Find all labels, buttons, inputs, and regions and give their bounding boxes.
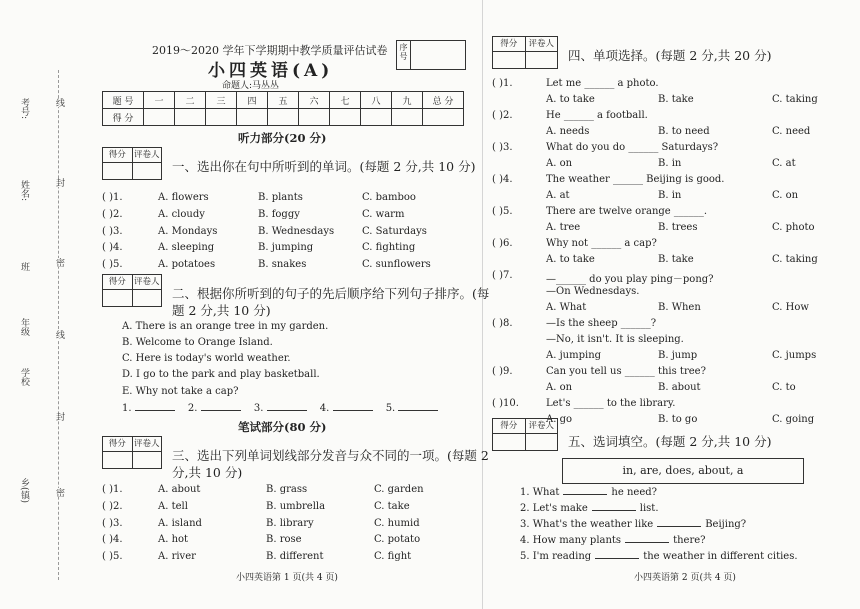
score-cell: 九 xyxy=(392,92,423,109)
page-fold xyxy=(482,0,483,609)
answer-num: 5. xyxy=(385,403,396,414)
fill-blank-pre: 2. Let's make xyxy=(520,503,588,514)
option-a[interactable]: A. tell xyxy=(158,501,188,512)
side-mark-xian-1: 线 xyxy=(54,98,64,107)
option-c[interactable]: C. bamboo xyxy=(362,192,416,203)
option-a[interactable]: A. river xyxy=(158,551,196,562)
question-number[interactable]: ( )1. xyxy=(102,484,123,495)
question-number[interactable]: ( )2. xyxy=(102,501,123,512)
fill-blank-pre: 1. What xyxy=(520,487,560,498)
option-c[interactable]: C. Saturdays xyxy=(362,226,427,237)
side-mark-xian-2: 线 xyxy=(54,330,64,339)
fill-blank-input[interactable] xyxy=(657,526,701,527)
score-cell: 六 xyxy=(299,92,330,109)
question-text: Can you tell us ______ this tree? xyxy=(546,366,706,377)
section-3-title-line2: 分,共 10 分) xyxy=(172,465,243,480)
question-number[interactable]: ( )7. xyxy=(492,270,513,281)
option-a[interactable]: A. on xyxy=(546,382,573,393)
option-b[interactable]: B. snakes xyxy=(258,259,307,270)
question-number[interactable]: ( )3. xyxy=(492,142,513,153)
option-b[interactable]: B. different xyxy=(266,551,324,562)
grade-box-score-cell[interactable] xyxy=(103,452,133,468)
grade-box-grader-cell[interactable] xyxy=(133,452,162,468)
option-c[interactable]: C. fight xyxy=(374,551,412,562)
option-b[interactable]: B. library xyxy=(266,518,314,529)
grade-box-score-cell[interactable] xyxy=(493,434,526,450)
grade-box-score-label: 得分 xyxy=(493,37,526,51)
option-b[interactable]: B. jumping xyxy=(258,242,314,253)
side-label-xingming: 姓名: xyxy=(19,180,29,202)
score-input-cell[interactable] xyxy=(361,109,392,126)
score-cell: 二 xyxy=(175,92,206,109)
grade-box-grader-cell[interactable] xyxy=(526,434,558,450)
score-cell: 题 号 xyxy=(103,92,144,109)
fill-blank-item xyxy=(520,503,659,514)
question-number[interactable]: ( )1. xyxy=(492,78,513,89)
option-b[interactable]: B. in xyxy=(658,158,682,169)
option-a[interactable]: A. sleeping xyxy=(158,242,215,253)
option-b[interactable]: B. umbrella xyxy=(266,501,326,512)
grade-box-score-label: 得分 xyxy=(103,437,133,451)
score-input-cell[interactable] xyxy=(144,109,175,126)
question-number[interactable]: ( )5. xyxy=(102,551,123,562)
side-label-ban: 班 xyxy=(19,262,29,271)
word-bank: in, are, does, about, a xyxy=(562,458,804,484)
score-input-cell[interactable] xyxy=(299,109,330,126)
option-b[interactable]: B. in xyxy=(658,190,682,201)
grade-box-3 xyxy=(102,436,162,469)
option-b[interactable]: B. trees xyxy=(658,222,698,233)
fill-blank-item xyxy=(520,487,657,498)
question-number[interactable]: ( )8. xyxy=(492,318,513,329)
question-text: He ______ a football. xyxy=(546,110,648,121)
question-number[interactable]: ( )10. xyxy=(492,398,519,409)
answer-num: 3. xyxy=(253,403,264,414)
answer-blank[interactable] xyxy=(398,410,438,411)
score-input-cell[interactable] xyxy=(237,109,268,126)
section-2-title-line2: 题 2 分,共 10 分) xyxy=(172,303,271,318)
option-a[interactable]: A. tree xyxy=(546,222,581,233)
side-label-kaohao: 考号: xyxy=(19,98,29,120)
side-mark-feng-2: 封 xyxy=(54,412,64,421)
grade-box-grader-label: 评卷人 xyxy=(133,150,160,160)
grade-box-5 xyxy=(492,418,558,451)
option-b[interactable]: B. take xyxy=(658,94,694,105)
sentence-e: E. Why not take a cap? xyxy=(122,386,239,397)
question-text: What do you do ______ Saturdays? xyxy=(546,142,719,153)
sentence-b: B. Welcome to Orange Island. xyxy=(122,337,273,348)
section-1-title: 一、选出你在句中所听到的单词。(每题 2 分,共 10 分) xyxy=(172,159,476,174)
option-b[interactable]: B. grass xyxy=(266,484,308,495)
score-cell: 八 xyxy=(361,92,392,109)
binding-line xyxy=(58,70,59,580)
grade-box-4 xyxy=(492,36,558,69)
question-number[interactable]: ( )4. xyxy=(492,174,513,185)
grade-box-score-cell[interactable] xyxy=(493,52,526,68)
question-number[interactable]: ( )4. xyxy=(102,242,123,253)
option-b[interactable]: B. to need xyxy=(658,126,710,137)
section-3-title-line1: 三、选出下列单词划线部分发音与众不同的一项。(每题 2 xyxy=(172,448,489,463)
answer-num: 4. xyxy=(319,403,330,414)
fill-blank-item xyxy=(520,535,706,546)
subject-title: 小四英语(A) xyxy=(208,61,334,81)
grade-box-grader-label: 评卷人 xyxy=(528,39,554,49)
option-c[interactable]: C. jumps xyxy=(772,350,817,361)
option-c[interactable]: C. at xyxy=(772,158,796,169)
option-c[interactable]: C. sunflowers xyxy=(362,259,431,270)
option-a[interactable]: A. go xyxy=(546,414,573,425)
option-a[interactable]: A. potatoes xyxy=(158,259,216,270)
question-text: —______ do you play ping－pong? xyxy=(546,274,714,285)
score-input-cell[interactable] xyxy=(392,109,423,126)
grade-box-2 xyxy=(102,274,162,307)
option-c[interactable]: C. taking xyxy=(772,254,818,265)
fill-blank-post: he need? xyxy=(611,487,657,498)
answer-blank[interactable] xyxy=(333,410,373,411)
order-answers xyxy=(122,403,438,414)
exam-title: 2019～2020 学年下学期期中教学质量评估试卷 xyxy=(152,44,388,57)
side-mark-mi-2: 密 xyxy=(54,488,64,497)
option-b[interactable]: B. Wednesdays xyxy=(258,226,335,237)
option-b[interactable]: B. take xyxy=(658,254,694,265)
fill-blank-pre: 5. I'm reading xyxy=(520,551,592,562)
answer-num: 2. xyxy=(187,403,198,414)
question-number[interactable]: ( )5. xyxy=(102,259,123,270)
option-c[interactable]: C. potato xyxy=(374,534,421,545)
listening-part-title: 听力部分(20 分) xyxy=(238,131,327,145)
option-a[interactable]: A. What xyxy=(546,302,587,313)
fill-blank-pre: 3. What's the weather like xyxy=(520,519,654,530)
option-a[interactable]: A. flowers xyxy=(158,192,209,203)
fill-blank-input[interactable] xyxy=(625,542,669,543)
option-c[interactable]: C. How xyxy=(772,302,809,313)
option-b[interactable]: B. jump xyxy=(658,350,698,361)
option-a[interactable]: A. jumping xyxy=(546,350,602,361)
fill-blank-post: there? xyxy=(673,535,706,546)
score-input-cell[interactable] xyxy=(330,109,361,126)
question-number[interactable]: ( )2. xyxy=(492,110,513,121)
question-text-line2: —On Wednesdays. xyxy=(546,286,640,297)
option-a[interactable]: A. Mondays xyxy=(158,226,218,237)
score-row-label: 得 分 xyxy=(103,109,144,126)
side-mark-feng-1: 封 xyxy=(54,178,64,187)
grade-box-grader-label: 评卷人 xyxy=(133,277,160,287)
option-c[interactable]: C. fighting xyxy=(362,242,416,253)
option-a[interactable]: A. needs xyxy=(546,126,590,137)
question-text: The weather ______ Beijing is good. xyxy=(546,174,725,185)
side-label-nianji: 年级 xyxy=(19,318,29,336)
option-b[interactable]: B. foggy xyxy=(258,209,300,220)
seat-number-label: 序号 xyxy=(397,41,411,69)
score-table xyxy=(102,91,464,126)
option-a[interactable]: A. hot xyxy=(158,534,189,545)
question-number[interactable]: ( )3. xyxy=(102,518,123,529)
score-input-cell[interactable] xyxy=(206,109,237,126)
side-mark-mi-1: 密 xyxy=(54,258,64,267)
option-b[interactable]: B. plants xyxy=(258,192,303,203)
option-b[interactable]: B. rose xyxy=(266,534,302,545)
question-text-line2: —No, it isn't. It is sleeping. xyxy=(546,334,684,345)
question-text: Let me ______ a photo. xyxy=(546,78,659,89)
grade-box-grader-cell[interactable] xyxy=(526,52,558,68)
grade-box-score-cell[interactable] xyxy=(103,290,133,306)
grade-box-score-label: 得分 xyxy=(103,275,133,289)
fill-blank-post: Beijing? xyxy=(705,519,747,530)
option-a[interactable]: A. island xyxy=(158,518,202,529)
option-b[interactable]: B. When xyxy=(658,302,701,313)
option-c[interactable]: C. photo xyxy=(772,222,815,233)
question-number[interactable]: ( )9. xyxy=(492,366,513,377)
option-c[interactable]: C. take xyxy=(374,501,410,512)
fill-blank-input[interactable] xyxy=(563,494,607,495)
option-a[interactable]: A. to take xyxy=(546,94,595,105)
option-b[interactable]: B. to go xyxy=(658,414,698,425)
fill-blank-post: list. xyxy=(639,503,659,514)
option-a[interactable]: A. on xyxy=(546,158,573,169)
score-cell: 总 分 xyxy=(423,92,464,109)
question-number[interactable]: ( )6. xyxy=(492,238,513,249)
question-number[interactable]: ( )1. xyxy=(102,192,123,203)
option-a[interactable]: A. to take xyxy=(546,254,595,265)
fill-blank-input[interactable] xyxy=(595,558,639,559)
grade-box-grader-cell[interactable] xyxy=(133,290,162,306)
option-a[interactable]: A. at xyxy=(546,190,570,201)
sentence-a: A. There is an orange tree in my garden. xyxy=(122,321,329,332)
fill-blank-input[interactable] xyxy=(592,510,636,511)
score-table-header-row xyxy=(103,92,464,109)
score-input-cell[interactable] xyxy=(423,109,464,126)
grade-box-grader-label: 评卷人 xyxy=(133,439,160,449)
option-c[interactable]: C. going xyxy=(772,414,815,425)
grade-box-score-label: 得分 xyxy=(493,419,526,433)
score-input-cell[interactable] xyxy=(268,109,299,126)
question-text: Let's ______ to the library. xyxy=(546,398,676,409)
grade-box-score-cell[interactable] xyxy=(103,163,133,179)
option-c[interactable]: C. taking xyxy=(772,94,818,105)
footer-right: 小四英语第 2 页(共 4 页) xyxy=(634,573,736,583)
side-label-xiang: 乡(镇) xyxy=(19,478,29,504)
side-label-xuexiao: 学校 xyxy=(19,368,29,386)
option-b[interactable]: B. about xyxy=(658,382,701,393)
score-table-score-row xyxy=(103,109,464,126)
score-cell: 一 xyxy=(144,92,175,109)
answer-blank[interactable] xyxy=(201,410,241,411)
fill-blank-item xyxy=(520,551,798,562)
sentence-c: C. Here is today's world weather. xyxy=(122,353,291,364)
fill-blank-pre: 4. How many plants xyxy=(520,535,622,546)
fill-blank-item xyxy=(520,519,746,530)
option-a[interactable]: A. cloudy xyxy=(158,209,205,220)
writing-part-title: 笔试部分(80 分) xyxy=(238,420,327,434)
option-c[interactable]: C. need xyxy=(772,126,811,137)
question-text: Why not ______ a cap? xyxy=(546,238,657,249)
grade-box-score-label: 得分 xyxy=(103,148,133,162)
section-4-title: 四、单项选择。(每题 2 分,共 20 分) xyxy=(568,48,772,63)
grade-box-1 xyxy=(102,147,162,180)
section-2-title-line1: 二、根据你所听到的句子的先后顺序给下列句子排序。(每 xyxy=(172,286,490,301)
grade-box-grader-cell[interactable] xyxy=(133,163,162,179)
question-number[interactable]: ( )5. xyxy=(492,206,513,217)
author-line: 命题人:马丛丛 xyxy=(222,81,280,91)
score-input-cell[interactable] xyxy=(175,109,206,126)
footer-left: 小四英语第 1 页(共 4 页) xyxy=(236,573,338,583)
grade-box-grader-label: 评卷人 xyxy=(528,421,554,431)
score-cell: 四 xyxy=(237,92,268,109)
answer-num: 1. xyxy=(122,403,132,414)
section-5-title: 五、选词填空。(每题 2 分,共 10 分) xyxy=(568,434,772,449)
fill-blank-post: the weather in different cities. xyxy=(643,551,798,562)
question-text: —Is the sheep ______? xyxy=(546,318,657,329)
answer-blank[interactable] xyxy=(135,410,175,411)
score-cell: 七 xyxy=(330,92,361,109)
seat-number-box[interactable] xyxy=(396,40,466,70)
question-number[interactable]: ( )2. xyxy=(102,209,123,220)
option-c[interactable]: C. on xyxy=(772,190,799,201)
option-c[interactable]: C. to xyxy=(772,382,796,393)
option-c[interactable]: C. garden xyxy=(374,484,424,495)
question-number[interactable]: ( )3. xyxy=(102,226,123,237)
score-cell: 三 xyxy=(206,92,237,109)
score-cell: 五 xyxy=(268,92,299,109)
question-number[interactable]: ( )4. xyxy=(102,534,123,545)
option-c[interactable]: C. humid xyxy=(374,518,420,529)
question-text: There are twelve orange ______. xyxy=(546,206,708,217)
option-c[interactable]: C. warm xyxy=(362,209,405,220)
option-a[interactable]: A. about xyxy=(158,484,201,495)
sentence-d: D. I go to the park and play basketball. xyxy=(122,369,320,380)
answer-blank[interactable] xyxy=(267,410,307,411)
